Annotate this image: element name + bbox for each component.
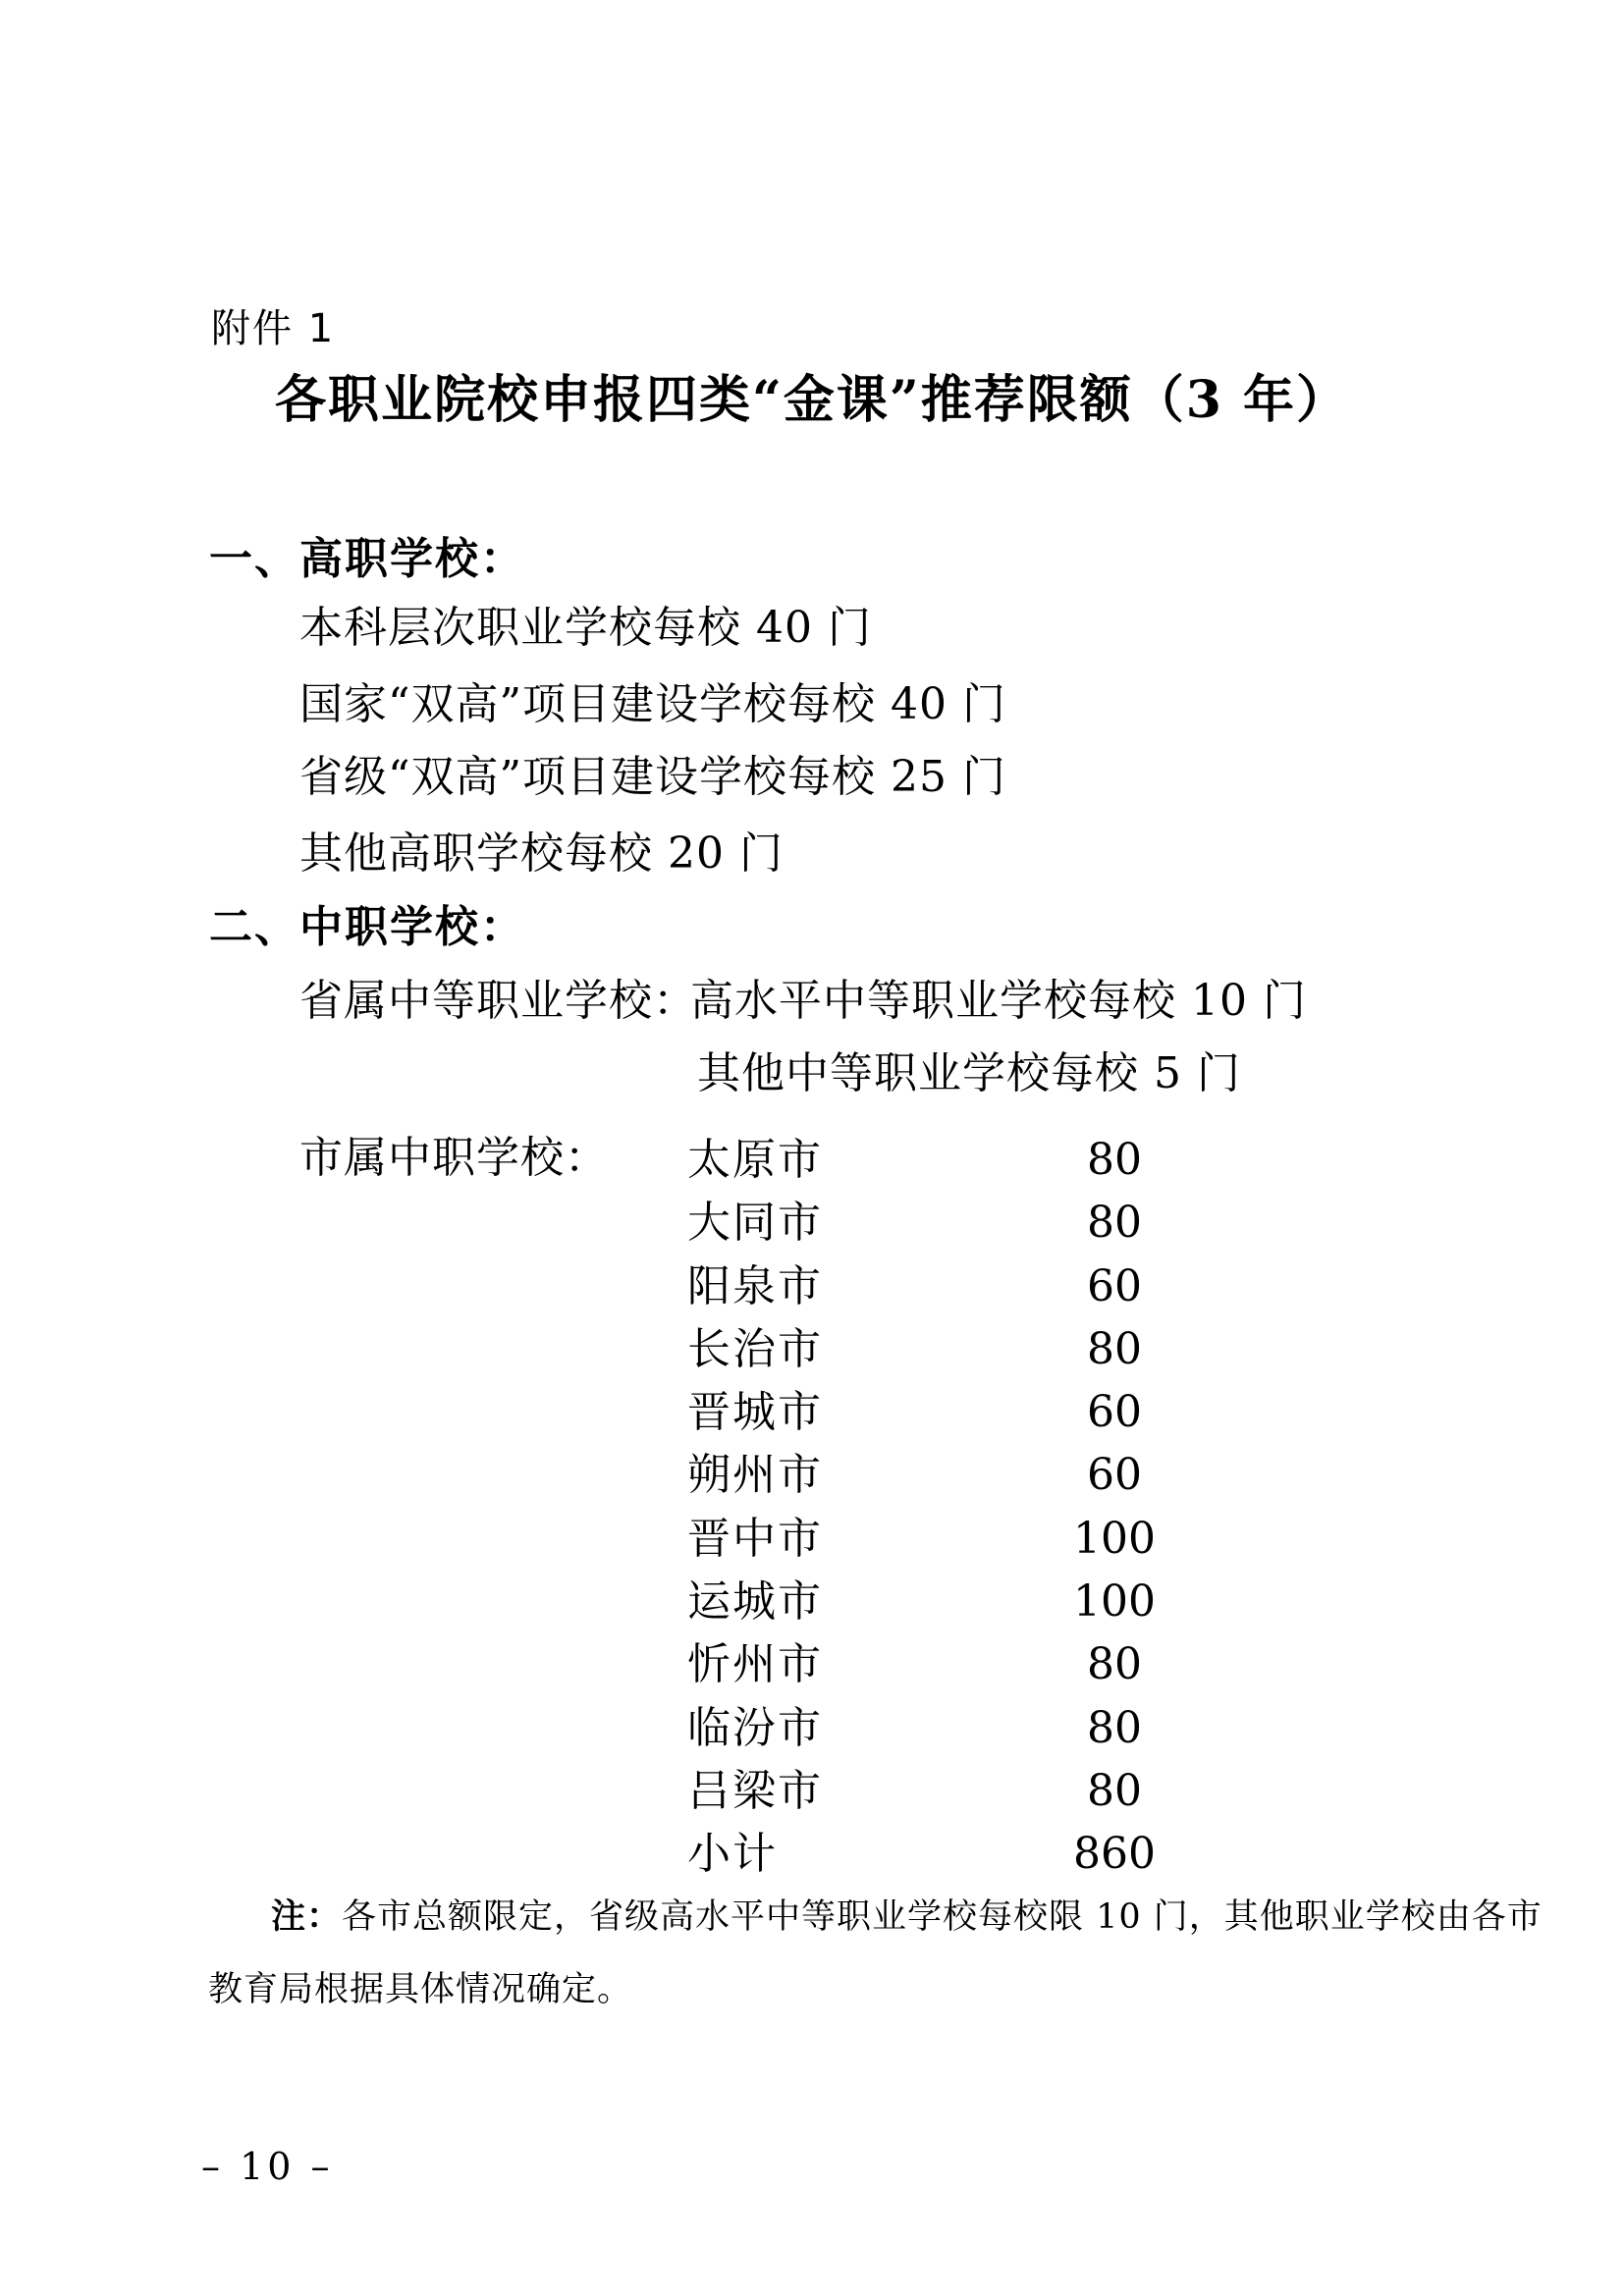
provincial-label: 省属中等职业学校：	[299, 976, 697, 1026]
section2-heading: 二、中职学校：	[209, 902, 525, 952]
city-quota: 60	[1087, 1260, 1142, 1311]
table-row	[687, 1192, 1218, 1255]
note-line-2: 教育局根据具体情况确定。	[208, 1970, 633, 2009]
note-label: 注：	[271, 1897, 343, 1937]
city-quota: 100	[1073, 1513, 1156, 1564]
subtotal-value: 860	[1073, 1829, 1156, 1880]
table-row	[687, 1760, 1218, 1823]
note-line-1	[271, 1897, 1543, 1937]
table-row	[687, 1508, 1218, 1571]
city-quota: 60	[1087, 1387, 1142, 1438]
table-row	[687, 1444, 1218, 1507]
city-quota: 100	[1073, 1576, 1156, 1628]
subtotal-label: 小计	[687, 1829, 778, 1880]
city-quota: 80	[1087, 1702, 1142, 1753]
table-row	[687, 1697, 1218, 1760]
provincial-schools-line	[299, 976, 1307, 1026]
section1-item: 国家“双高”项目建设学校每校 40 门	[299, 679, 1006, 729]
page-number: – 10 –	[201, 2145, 334, 2188]
table-row	[687, 1129, 1218, 1192]
city-name: 阳泉市	[687, 1260, 823, 1311]
table-row subtotal-row	[687, 1823, 1218, 1886]
city-name: 忻州市	[687, 1639, 823, 1690]
page-title: 各职业院校申报四类“金课”推荐限额（3 年）	[274, 370, 1350, 430]
table-row	[687, 1318, 1218, 1381]
city-name: 朔州市	[687, 1450, 823, 1501]
provincial-item: 高水平中等职业学校每校 10 门	[690, 976, 1307, 1026]
section1-item: 省级“双高”项目建设学校每校 25 门	[299, 752, 1006, 802]
section1-heading: 一、高职学校：	[209, 534, 525, 584]
section1-item: 其他高职学校每校 20 门	[299, 828, 784, 879]
city-name: 大同市	[687, 1198, 823, 1249]
attachment-label: 附件 1	[211, 306, 336, 351]
city-name: 晋城市	[687, 1387, 823, 1438]
city-name: 运城市	[687, 1576, 823, 1628]
city-name: 太原市	[687, 1135, 823, 1185]
city-quota: 80	[1087, 1323, 1142, 1374]
city-quota: 60	[1087, 1450, 1142, 1501]
provincial-item: 其他中等职业学校每校 5 门	[697, 1048, 1241, 1098]
city-quota-table	[687, 1129, 1218, 1887]
city-quota: 80	[1087, 1765, 1142, 1816]
municipal-label: 市属中职学校：	[299, 1133, 609, 1183]
city-quota: 80	[1087, 1198, 1142, 1249]
table-row	[687, 1633, 1218, 1696]
section1-item: 本科层次职业学校每校 40 门	[299, 603, 872, 653]
city-name: 临汾市	[687, 1702, 823, 1753]
city-name: 晋中市	[687, 1513, 823, 1564]
city-name: 吕梁市	[687, 1765, 823, 1816]
city-name: 长治市	[687, 1323, 823, 1374]
city-quota: 80	[1087, 1135, 1142, 1185]
table-row	[687, 1381, 1218, 1444]
table-row	[687, 1255, 1218, 1318]
city-quota: 80	[1087, 1639, 1142, 1690]
note-text: 各市总额限定，省级高水平中等职业学校每校限 10 门，其他职业学校由各市	[342, 1897, 1543, 1937]
table-row	[687, 1571, 1218, 1633]
